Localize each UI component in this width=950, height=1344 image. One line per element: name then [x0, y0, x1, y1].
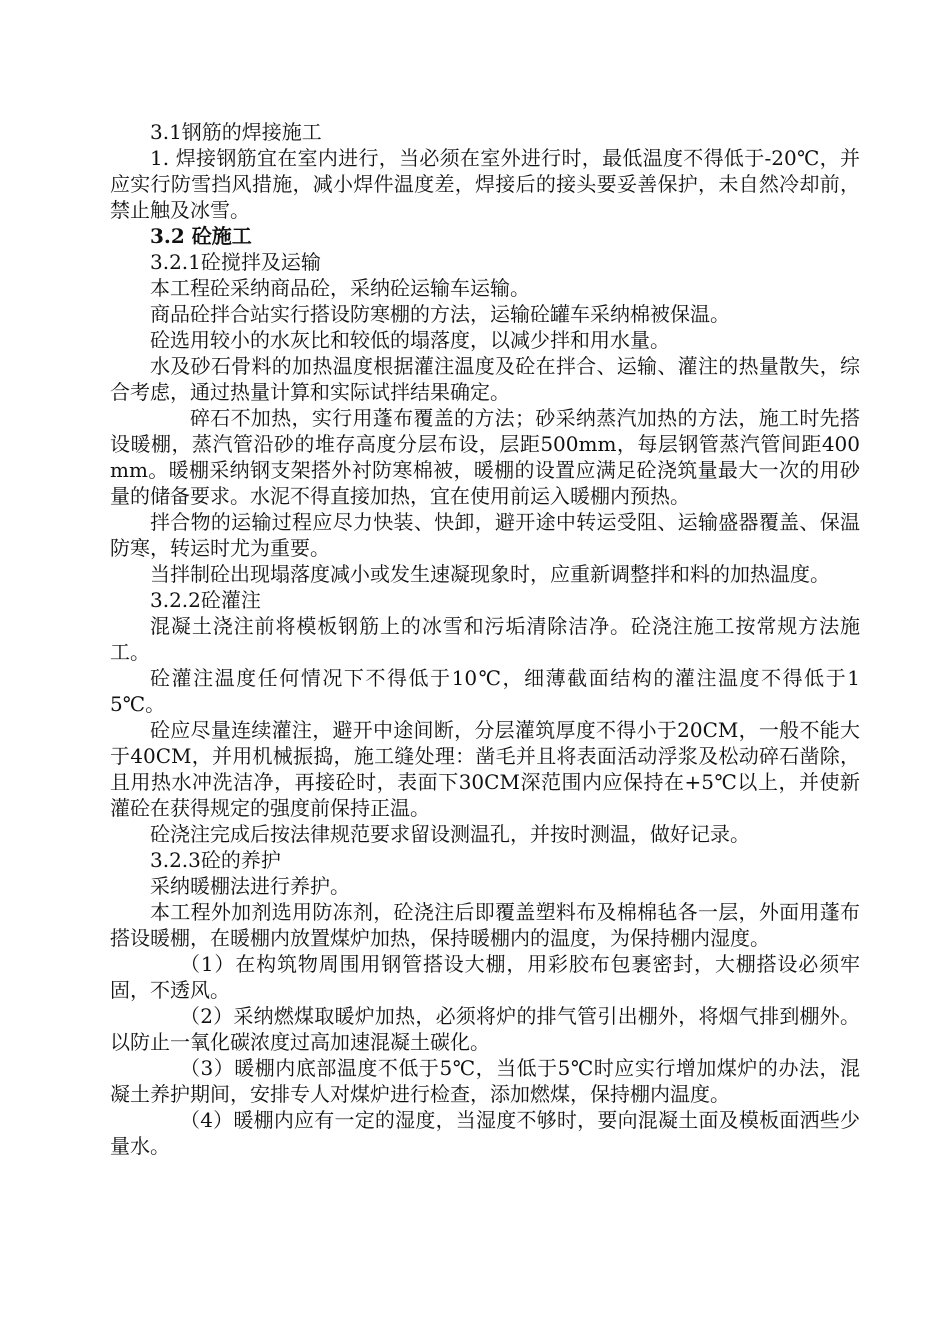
- list-item: （3）暖棚内底部温度不低于5℃，当低于5℃时应实行增加煤炉的办法，混凝土养护期间，安排专人对煤炉进行检查，添加燃煤，保持棚内温度。: [110, 1056, 860, 1106]
- paragraph: 本工程砼采纳商品砼，采纳砼运输车运输。: [150, 276, 530, 300]
- paragraph: 砼选用较小的水灰比和较低的塌落度，以减少拌和用水量。: [150, 328, 670, 352]
- paragraph: 1. 焊接钢筋宜在室内进行，当必须在室外进行时，最低温度不得低于-20℃，并应实行防雪挡风措施，减小焊件温度差，焊接后的接头要妥善保护，未自然冷却前，禁止触及冰雪。: [110, 146, 860, 222]
- paragraph: 采纳暖棚法进行养护。: [150, 874, 350, 898]
- paragraph: 砼灌注温度任何情况下不得低于10℃，细薄截面结构的灌注温度不得低于15℃。: [110, 666, 860, 716]
- subsection-heading-3-2-1: 3.2.1砼搅拌及运输: [150, 250, 321, 274]
- paragraph: 砼应尽量连续灌注，避开中途间断，分层灌筑厚度不得小于20CM，一般不能大于40CM，并用机械振捣，施工缝处理：凿毛并且将表面活动浮浆及松动碎石凿除，且用热水冲洗洁净，再接砼时，表面下30CM深范围内应保持在+5℃以上，并使新灌砼在获得规定的强度前保持正温。: [110, 718, 860, 820]
- subsection-heading-3-2-2: 3.2.2砼灌注: [150, 588, 261, 612]
- list-item: （4）暖棚内应有一定的湿度，当湿度不够时，要向混凝土面及模板面洒些少量水。: [110, 1108, 860, 1158]
- paragraph: 当拌制砼出现塌落度减小或发生速凝现象时，应重新调整拌和料的加热温度。: [150, 562, 830, 586]
- paragraph: 碎石不加热，实行用蓬布覆盖的方法；砂采纳蒸汽加热的方法，施工时先搭设暖棚，蒸汽管沿砂的堆存高度分层布设，层距500mm，每层钢管蒸汽管间距400mm。暖棚采纳钢支架搭外衬防寒棉被，暖棚的设置应满足砼浇筑量最大一次的用砂量的储备要求。水泥不得直接加热，宜在使用前运入暖棚内预热。: [110, 406, 860, 508]
- paragraph: 本工程外加剂选用防冻剂，砼浇注后即覆盖塑料布及棉棉毡各一层，外面用蓬布搭设暖棚，在暖棚内放置煤炉加热，保持暖棚内的温度，为保持棚内湿度。: [110, 900, 860, 950]
- document-body: [110, 119, 860, 1159]
- paragraph: 混凝土浇注前将模板钢筋上的冰雪和污垢清除洁净。砼浇注施工按常规方法施工。: [110, 614, 860, 664]
- paragraph: 水及砂石骨料的加热温度根据灌注温度及砼在拌合、运输、灌注的热量散失，综合考虑，通过热量计算和实际试拌结果确定。: [110, 354, 860, 404]
- paragraph: 拌合物的运输过程应尽力快装、快卸，避开途中转运受阻、运输盛器覆盖、保温防寒，转运时尤为重要。: [110, 510, 860, 560]
- section-heading-3-1: 3.1钢筋的焊接施工: [150, 120, 322, 144]
- section-heading-3-2: 3.2 砼施工: [150, 224, 252, 248]
- paragraph: 商品砼拌合站实行搭设防寒棚的方法，运输砼罐车采纳棉被保温。: [150, 302, 730, 326]
- paragraph: 砼浇注完成后按法律规范要求留设测温孔，并按时测温，做好记录。: [150, 822, 750, 846]
- subsection-heading-3-2-3: 3.2.3砼的养护: [150, 848, 281, 872]
- list-item: （1）在构筑物周围用钢管搭设大棚，用彩胶布包裹密封，大棚搭设必须牢固，不透风。: [110, 952, 860, 1002]
- list-item: （2）采纳燃煤取暖炉加热，必须将炉的排气管引出棚外，将烟气排到棚外。以防止一氧化碳浓度过高加速混凝土碳化。: [110, 1004, 860, 1054]
